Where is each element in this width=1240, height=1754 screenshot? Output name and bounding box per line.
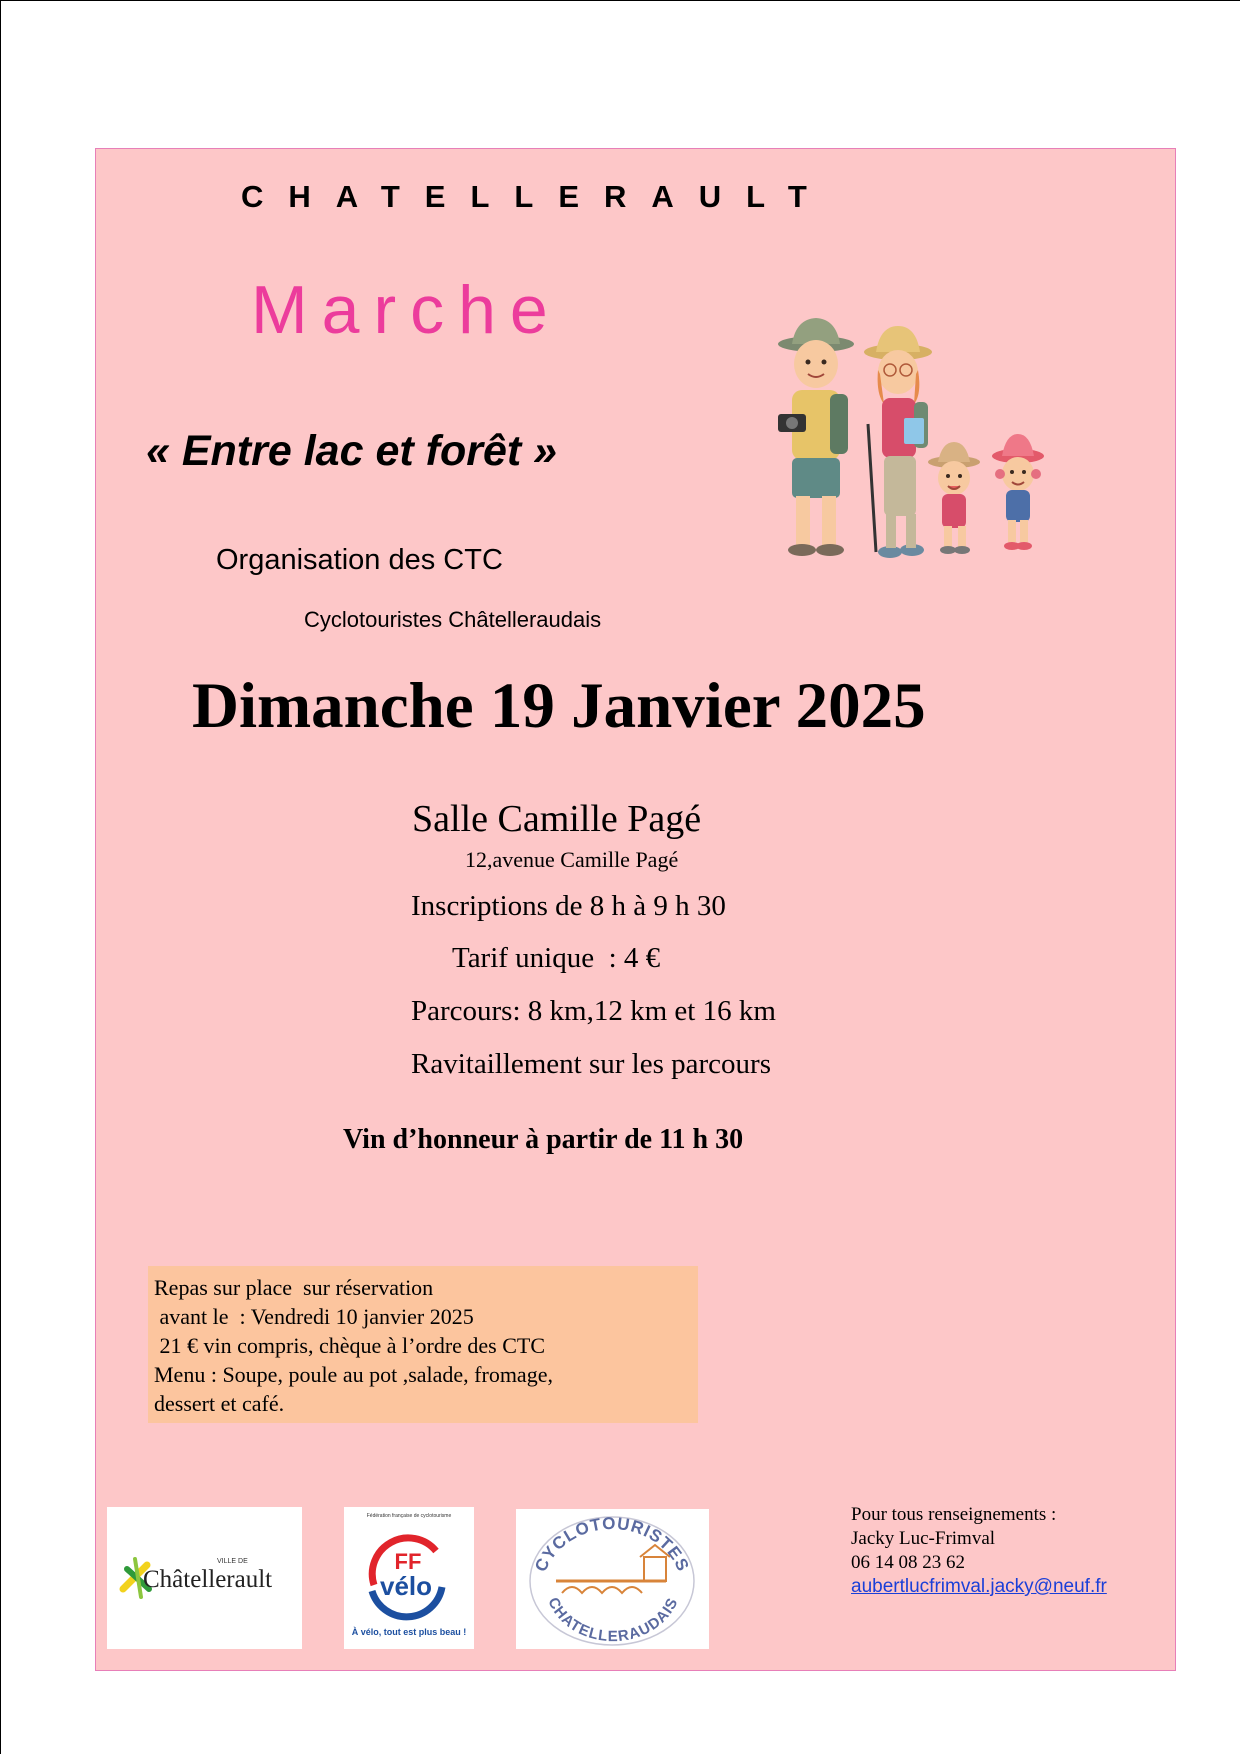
event-title: Marche bbox=[251, 272, 562, 348]
venue-address: 12,avenue Camille Pagé bbox=[465, 847, 679, 872]
page-edge-top bbox=[0, 0, 1240, 1]
contact-heading: Pour tous renseignements : bbox=[851, 1504, 1057, 1525]
city-logo-name: Châtellerault bbox=[143, 1566, 273, 1593]
ffvelo-logo bbox=[344, 1507, 474, 1649]
event-subtitle: « Entre lac et forêt » bbox=[146, 427, 558, 475]
organization-full-name: Cyclotouristes Châtelleraudais bbox=[304, 607, 602, 632]
contact-phone: 06 14 08 23 62 bbox=[851, 1552, 965, 1573]
mother-figure bbox=[864, 326, 932, 558]
repas-line: dessert et café. bbox=[154, 1391, 285, 1416]
detail-tarif: Tarif unique : 4 € bbox=[452, 942, 661, 974]
repas-line: 21 € vin compris, chèque à l’ordre des CTC bbox=[154, 1333, 546, 1358]
page-edge-left bbox=[0, 0, 1, 1754]
detail-parcours: Parcours: 8 km,12 km et 16 km bbox=[411, 995, 776, 1027]
boy-figure bbox=[928, 442, 980, 554]
city-heading: CHATELLERAULT bbox=[241, 179, 832, 214]
ff-letters: FF bbox=[394, 1549, 422, 1574]
girl-figure bbox=[992, 434, 1044, 550]
cyclo-top-text: CYCLOTOURISTES bbox=[531, 1513, 693, 1575]
event-date: Dimanche 19 Janvier 2025 bbox=[192, 670, 926, 742]
cyclotouristes-logo bbox=[516, 1509, 709, 1649]
vin-honneur: Vin d’honneur à partir de 11 h 30 bbox=[343, 1124, 744, 1155]
detail-ravitaillement: Ravitaillement sur les parcours bbox=[411, 1048, 771, 1080]
ff-top-text: Fédération française de cyclotourisme bbox=[366, 1513, 452, 1519]
contact-email-link[interactable]: aubertlucfrimval.jacky@neuf.fr bbox=[851, 1576, 1107, 1597]
hiking-family-illustration bbox=[756, 314, 1056, 584]
detail-inscriptions: Inscriptions de 8 h à 9 h 30 bbox=[411, 890, 726, 922]
repas-line: avant le : Vendredi 10 janvier 2025 bbox=[154, 1304, 474, 1329]
ff-velo: vélo bbox=[379, 1571, 433, 1601]
city-logo-prefix: VILLE DE bbox=[217, 1558, 248, 1565]
ff-tagline: À vélo, tout est plus beau ! bbox=[351, 1627, 467, 1637]
contact-block bbox=[851, 1503, 1107, 1599]
venue-name: Salle Camille Pagé bbox=[412, 798, 702, 840]
poster bbox=[95, 148, 1176, 1671]
repas-line: Repas sur place sur réservation bbox=[154, 1275, 434, 1300]
repas-line: Menu : Soupe, poule au pot ,salade, fromage, bbox=[154, 1362, 553, 1387]
contact-name: Jacky Luc-Frimval bbox=[851, 1528, 996, 1549]
organization-text: Organisation des CTC bbox=[216, 544, 503, 576]
father-figure bbox=[778, 318, 854, 556]
cyclo-bottom-text: CHATELLERAUDAIS bbox=[544, 1594, 682, 1646]
chatellerault-logo bbox=[107, 1507, 302, 1649]
repas-box bbox=[148, 1266, 698, 1423]
